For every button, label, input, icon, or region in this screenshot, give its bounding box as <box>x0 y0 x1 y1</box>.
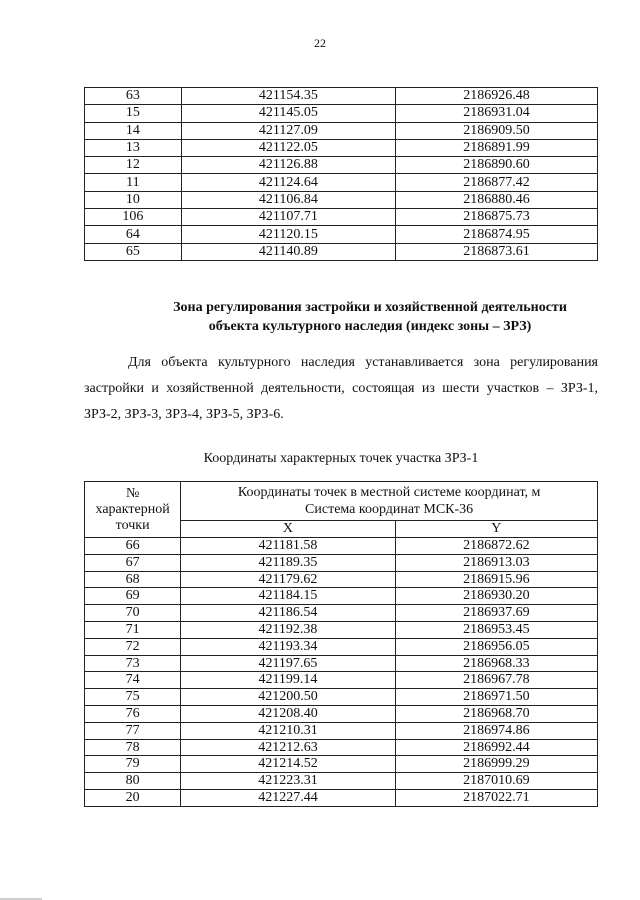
y-coordinate-cell: 2186931.04 <box>395 105 597 122</box>
table-row <box>85 689 598 706</box>
y-coordinate-cell: 2186937.69 <box>395 605 597 622</box>
y-coordinate-cell: 2186999.29 <box>395 756 597 773</box>
zrz1-table-caption: Координаты характерных точек участка ЗРЗ-1 <box>203 451 479 466</box>
table-row <box>85 638 598 655</box>
table-row <box>85 789 598 806</box>
section-heading-line1: Зона регулирования застройки и хозяйственной деятельности <box>173 300 567 315</box>
table-row <box>85 588 598 605</box>
y-coordinate-cell: 2187010.69 <box>395 773 597 790</box>
point-number-cell: 78 <box>85 739 181 756</box>
x-coordinate-cell: 421189.35 <box>181 554 395 571</box>
y-coordinate-cell: 2186971.50 <box>395 689 597 706</box>
point-number-cell: 76 <box>85 705 181 722</box>
y-coordinate-cell: 2186992.44 <box>395 739 597 756</box>
point-number-cell: 68 <box>85 571 181 588</box>
continuation-coordinates-table <box>84 87 598 261</box>
table-row <box>85 226 598 243</box>
y-coordinate-cell: 2186891.99 <box>395 139 597 156</box>
point-number-cell: 13 <box>85 139 182 156</box>
point-number-header-line1: № <box>125 485 140 501</box>
point-number-cell: 69 <box>85 588 181 605</box>
x-coordinate-cell: 421212.63 <box>181 739 395 756</box>
point-number-cell: 14 <box>85 122 182 139</box>
table-row <box>85 243 598 260</box>
x-coordinate-cell: 421199.14 <box>181 672 395 689</box>
x-coordinate-cell: 421192.38 <box>181 621 395 638</box>
point-number-cell: 71 <box>85 621 181 638</box>
y-coordinate-cell: 2186890.60 <box>395 157 597 174</box>
point-number-cell: 80 <box>85 773 181 790</box>
point-number-cell: 10 <box>85 191 182 208</box>
x-coordinate-cell: 421145.05 <box>181 105 395 122</box>
page-number: 22 <box>314 36 326 50</box>
y-coordinate-cell: 2186874.95 <box>395 226 597 243</box>
x-coordinate-cell: 421184.15 <box>181 588 395 605</box>
x-coordinate-cell: 421127.09 <box>181 122 395 139</box>
point-number-cell: 70 <box>85 605 181 622</box>
y-coordinate-cell: 2186968.70 <box>395 705 597 722</box>
point-number-cell: 106 <box>85 209 182 226</box>
x-coordinate-cell: 421197.65 <box>181 655 395 672</box>
point-number-header-line3: точки <box>115 517 150 533</box>
section-paragraph: Для объекта культурного наследия устанавливается зона регулирования застройки и хозяйственной деятельности, состоящая из шести участков – ЗРЗ-1, ЗРЗ-2, ЗРЗ-3, ЗРЗ-4, ЗРЗ-5, ЗРЗ-6. <box>84 355 598 422</box>
table-row <box>85 88 598 105</box>
x-coordinate-cell: 421106.84 <box>181 191 395 208</box>
table-row <box>85 157 598 174</box>
table-row <box>85 739 598 756</box>
y-coordinate-cell: 2186877.42 <box>395 174 597 191</box>
x-coordinate-cell: 421210.31 <box>181 722 395 739</box>
y-coordinate-cell: 2186956.05 <box>395 638 597 655</box>
y-coordinate-cell: 2187022.71 <box>395 789 597 806</box>
point-number-cell: 79 <box>85 756 181 773</box>
coordinates-header <box>181 482 598 521</box>
continuation-table-body <box>85 88 598 261</box>
y-coordinate-cell: 2186875.73 <box>395 209 597 226</box>
y-coordinate-cell: 2186872.62 <box>395 538 597 555</box>
point-number-cell: 11 <box>85 174 182 191</box>
point-number-cell: 77 <box>85 722 181 739</box>
x-coordinate-cell: 421122.05 <box>181 139 395 156</box>
table-row <box>85 122 598 139</box>
x-coordinate-cell: 421214.52 <box>181 756 395 773</box>
x-coordinate-cell: 421227.44 <box>181 789 395 806</box>
y-coordinate-cell: 2186926.48 <box>395 88 597 105</box>
x-coordinate-cell: 421200.50 <box>181 689 395 706</box>
x-coordinate-cell: 421140.89 <box>181 243 395 260</box>
table-row <box>85 174 598 191</box>
y-coordinate-cell: 2186967.78 <box>395 672 597 689</box>
coordinates-header-line1: Координаты точек в местной системе координат, м <box>237 485 541 500</box>
x-coordinate-cell: 421208.40 <box>181 705 395 722</box>
table-row <box>85 722 598 739</box>
point-number-cell: 65 <box>85 243 182 260</box>
point-number-header-line2: характерной <box>95 501 170 517</box>
table-row <box>85 773 598 790</box>
point-number-cell: 66 <box>85 538 181 555</box>
x-coordinate-cell: 421181.58 <box>181 538 395 555</box>
section-heading <box>110 298 630 336</box>
x-column-header: X <box>181 521 395 538</box>
x-coordinate-cell: 421107.71 <box>181 209 395 226</box>
section-heading-line2: объекта культурного наследия (индекс зоны – ЗРЗ) <box>208 319 532 334</box>
y-coordinate-cell: 2186968.33 <box>395 655 597 672</box>
x-coordinate-cell: 421193.34 <box>181 638 395 655</box>
table-row <box>85 672 598 689</box>
table-row <box>85 621 598 638</box>
x-coordinate-cell: 421124.64 <box>181 174 395 191</box>
table-row <box>85 655 598 672</box>
y-coordinate-cell: 2186880.46 <box>395 191 597 208</box>
point-number-cell: 67 <box>85 554 181 571</box>
zrz1-table-header <box>85 482 598 538</box>
point-number-cell: 72 <box>85 638 181 655</box>
table-row <box>85 605 598 622</box>
table-row <box>85 554 598 571</box>
zrz1-table-body <box>85 538 598 807</box>
y-coordinate-cell: 2186953.45 <box>395 621 597 638</box>
y-coordinate-cell: 2186913.03 <box>395 554 597 571</box>
table-row <box>85 756 598 773</box>
table-row <box>85 139 598 156</box>
y-coordinate-cell: 2186909.50 <box>395 122 597 139</box>
table-row <box>85 209 598 226</box>
x-coordinate-cell: 421126.88 <box>181 157 395 174</box>
point-number-cell: 15 <box>85 105 182 122</box>
table-row <box>85 571 598 588</box>
zrz1-coordinates-table <box>84 481 598 807</box>
y-coordinate-cell: 2186873.61 <box>395 243 597 260</box>
point-number-header <box>85 482 181 538</box>
point-number-cell: 20 <box>85 789 181 806</box>
x-coordinate-cell: 421120.15 <box>181 226 395 243</box>
x-coordinate-cell: 421186.54 <box>181 605 395 622</box>
point-number-cell: 73 <box>85 655 181 672</box>
x-coordinate-cell: 421154.35 <box>181 88 395 105</box>
point-number-cell: 63 <box>85 88 182 105</box>
table-row <box>85 105 598 122</box>
table-row <box>85 705 598 722</box>
x-coordinate-cell: 421223.31 <box>181 773 395 790</box>
coordinates-header-line2: Система координат МСК-36 <box>305 502 474 517</box>
y-coordinate-cell: 2186915.96 <box>395 571 597 588</box>
y-column-header: Y <box>395 521 597 538</box>
point-number-cell: 12 <box>85 157 182 174</box>
point-number-cell: 75 <box>85 689 181 706</box>
x-coordinate-cell: 421179.62 <box>181 571 395 588</box>
point-number-cell: 74 <box>85 672 181 689</box>
table-row <box>85 538 598 555</box>
table-row <box>85 191 598 208</box>
y-coordinate-cell: 2186974.86 <box>395 722 597 739</box>
point-number-cell: 64 <box>85 226 182 243</box>
y-coordinate-cell: 2186930.20 <box>395 588 597 605</box>
